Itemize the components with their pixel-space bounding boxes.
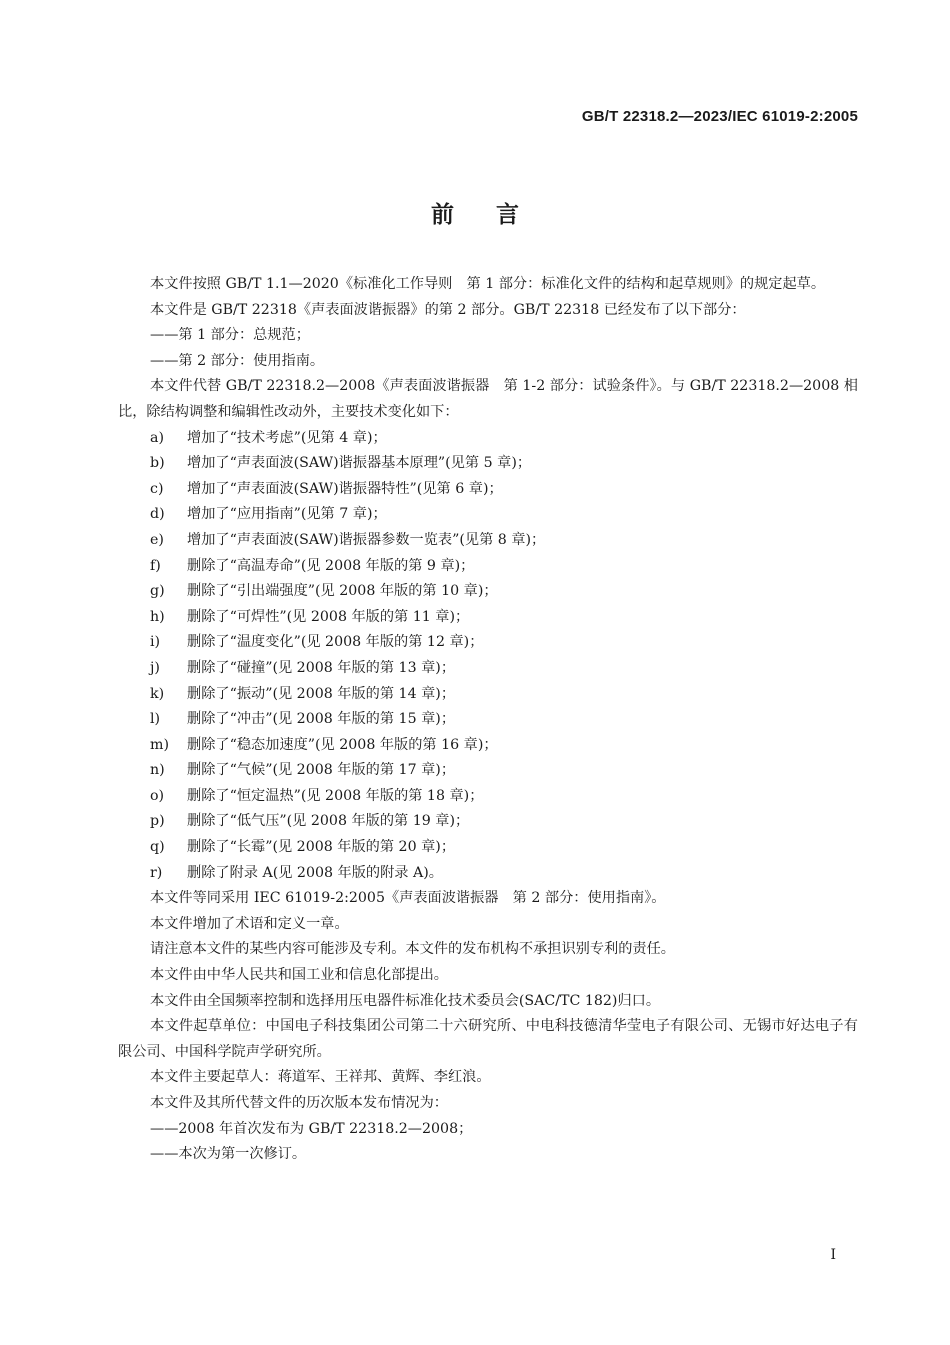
intro-paragraph-2: 本文件是 GB/T 22318《声表面波谐振器》的第 2 部分。GB/T 22318 已经发布了以下部分： [150, 301, 746, 318]
change-item [118, 502, 858, 528]
change-item [118, 784, 858, 810]
part-item: ——第 1 部分：总规范； [150, 327, 310, 344]
change-item [118, 861, 858, 887]
patent-notice: 请注意本文件的某些内容可能涉及专利。本文件的发布机构不承担识别专利的责任。 [150, 941, 675, 958]
history-intro: 本文件及其所代替文件的历次版本发布情况为： [150, 1095, 448, 1111]
history-item: ——2008 年首次发布为 GB/T 22318.2—2008； [150, 1120, 473, 1137]
change-item [118, 528, 858, 554]
change-text: 删除了“振动”(见 2008 年版的第 14 章)； [187, 685, 456, 702]
change-text: 删除了“稳态加速度”(见 2008 年版的第 16 章)； [187, 736, 498, 753]
change-text: 删除了“恒定温热”(见 2008 年版的第 18 章)； [187, 787, 484, 804]
change-marker: q) [150, 839, 165, 856]
change-marker: g) [150, 583, 165, 600]
change-marker: a) [150, 429, 164, 446]
change-text: 增加了“技术考虑”(见第 4 章)； [187, 429, 387, 446]
change-text: 删除了附录 A(见 2008 年版的附录 A)。 [187, 864, 443, 881]
change-item [118, 682, 858, 708]
change-marker: r) [150, 864, 163, 881]
change-text: 删除了“低气压”(见 2008 年版的第 19 章)； [187, 813, 470, 830]
terms-paragraph: 本文件增加了术语和定义一章。 [150, 915, 349, 932]
change-item [118, 554, 858, 580]
change-item [118, 579, 858, 605]
change-marker: m) [150, 736, 169, 753]
change-marker: h) [150, 608, 165, 625]
change-item [118, 426, 858, 452]
drafting-units-paragraph: 本文件起草单位：中国电子科技集团公司第二十六研究所、中电科技德清华莹电子有限公司、无锡市好达电子有限公司、中国科学院声学研究所。 [118, 1018, 858, 1060]
change-item [118, 451, 858, 477]
committee-paragraph: 本文件由全国频率控制和选择用压电器件标准化技术委员会(SAC/TC 182)归口。 [150, 992, 661, 1009]
change-item [118, 605, 858, 631]
change-text: 删除了“气候”(见 2008 年版的第 17 章)； [187, 762, 456, 779]
change-marker: c) [150, 480, 164, 497]
change-item [118, 707, 858, 733]
change-marker: e) [150, 531, 164, 548]
change-marker: f) [150, 557, 161, 574]
page-number: I [830, 1247, 836, 1263]
page-title: 前言 [431, 201, 561, 228]
part-item: ——第 2 部分：使用指南。 [150, 352, 325, 369]
change-text: 删除了“温度变化”(见 2008 年版的第 12 章)； [187, 634, 484, 651]
change-text: 删除了“冲击”(见 2008 年版的第 15 章)； [187, 711, 456, 728]
adoption-paragraph: 本文件等同采用 IEC 61019-2:2005《声表面波谐振器 第 2 部分：使用指南》。 [150, 890, 666, 907]
change-marker: i) [150, 634, 161, 651]
change-marker: b) [150, 455, 165, 472]
change-text: 增加了“声表面波(SAW)谐振器特性”(见第 6 章)； [187, 480, 503, 497]
change-text: 增加了“声表面波(SAW)谐振器基本原理”(见第 5 章)； [187, 455, 532, 472]
change-item [118, 758, 858, 784]
change-marker: o) [150, 787, 165, 804]
standard-code: GB/T 22318.2—2023/IEC 61019-2:2005 [581, 108, 858, 125]
change-text: 删除了“高温寿命”(见 2008 年版的第 9 章)； [187, 557, 475, 574]
change-text: 删除了“碰撞”(见 2008 年版的第 13 章)； [187, 659, 456, 676]
change-marker: d) [150, 506, 165, 523]
history-item: ——本次为第一次修订。 [150, 1146, 307, 1163]
change-text: 删除了“长霉”(见 2008 年版的第 20 章)； [187, 839, 456, 856]
change-item [118, 477, 858, 503]
intro-paragraph-1: 本文件按照 GB/T 1.1—2020《标准化工作导则 第 1 部分：标准化文件的结构和起草规则》的规定起草。 [150, 276, 826, 292]
proposer-paragraph: 本文件由中华人民共和国工业和信息化部提出。 [150, 967, 448, 984]
change-text: 增加了“声表面波(SAW)谐振器参数一览表”(见第 8 章)； [187, 531, 546, 548]
change-item [118, 630, 858, 656]
change-marker: l) [150, 711, 161, 728]
foreword-body [118, 272, 858, 1168]
change-item [118, 835, 858, 861]
change-text: 增加了“应用指南”(见第 7 章)； [187, 506, 387, 523]
change-text: 删除了“可焊性”(见 2008 年版的第 11 章)； [187, 608, 470, 625]
change-marker: n) [150, 762, 165, 779]
change-item [118, 733, 858, 759]
change-text: 删除了“引出端强度”(见 2008 年版的第 10 章)； [187, 583, 498, 600]
change-item [118, 809, 858, 835]
change-marker: j) [150, 659, 160, 676]
drafters-paragraph: 本文件主要起草人：蒋道军、王祥邦、黄辉、李红浪。 [150, 1069, 491, 1086]
change-item [118, 656, 858, 682]
replace-paragraph: 本文件代替 GB/T 22318.2—2008《声表面波谐振器 第 1-2 部分：试验条件》。与 GB/T 22318.2—2008 相比，除结构调整和编辑性改动外，主要技术变化如下： [118, 378, 858, 420]
change-marker: p) [150, 813, 165, 830]
change-marker: k) [150, 685, 165, 702]
